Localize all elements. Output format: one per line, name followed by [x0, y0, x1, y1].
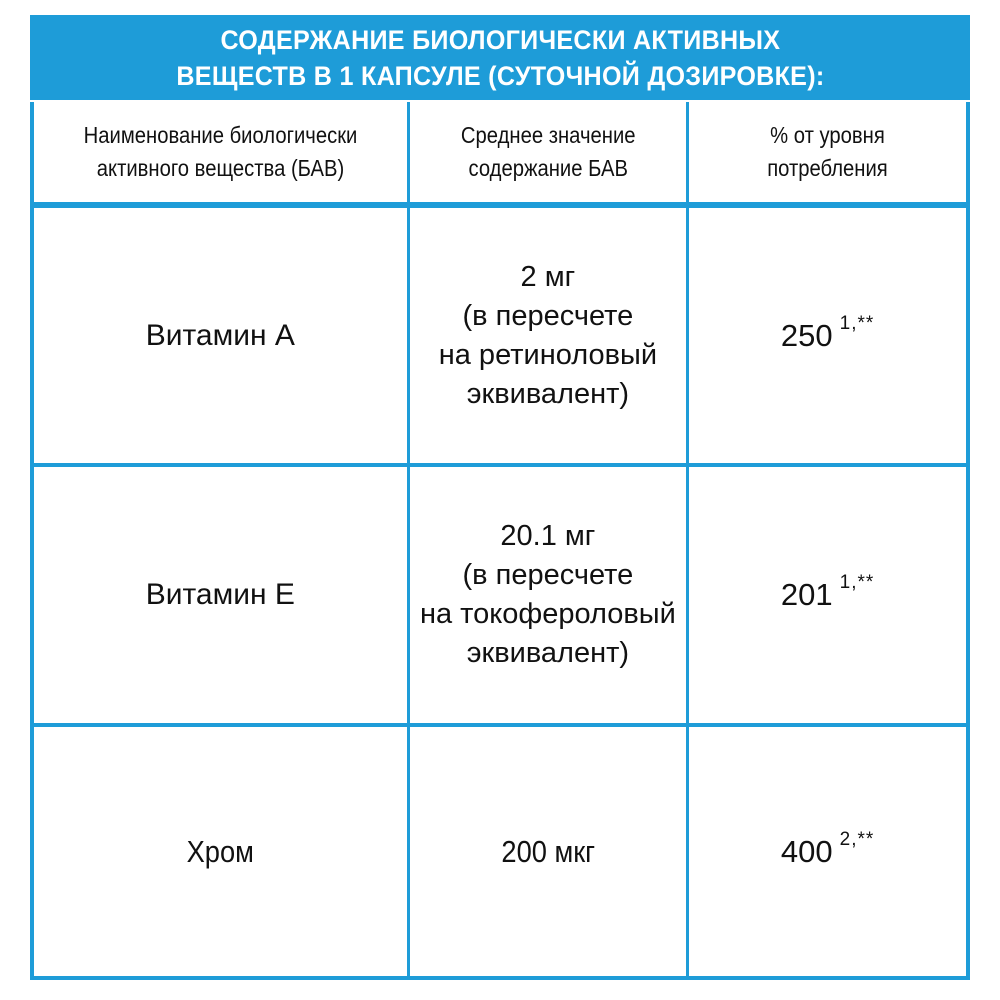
- substance-name-cell: Хром: [34, 727, 410, 976]
- column-header-substance-name: [34, 102, 410, 202]
- panel-title: [176, 22, 824, 94]
- column-header-intake-percent-label: % от уровня потребления: [767, 122, 888, 181]
- panel-title-line2: ВЕЩЕСТВ В 1 КАПСУЛЕ (СУТОЧНОЙ ДОЗИРОВКЕ):: [175, 60, 825, 91]
- title-banner: [30, 15, 970, 100]
- intake-percent-cell: [689, 727, 966, 976]
- table-header-row: [34, 102, 966, 208]
- footnote-marker: 1,**: [839, 572, 875, 593]
- table-row-chromium: [34, 727, 966, 976]
- percent-value: 201: [780, 577, 833, 612]
- content-amount-cell: 200 мкг: [410, 727, 690, 976]
- footnote-marker: 2,**: [839, 828, 875, 850]
- table-row-vitamin-e: [34, 467, 966, 727]
- percent-value: 400: [780, 833, 833, 869]
- table-row-vitamin-a: [34, 208, 966, 467]
- intake-percent-cell: [689, 208, 966, 463]
- nutrition-table: [30, 102, 970, 980]
- intake-percent-cell: [689, 467, 966, 723]
- footnote-marker: 1,**: [839, 312, 875, 334]
- column-header-average-content-label: Среднее значение содержание БАВ: [460, 122, 636, 181]
- column-header-average-content: [410, 102, 690, 202]
- content-amount-cell: 2 мг (в пересчете на ретиноловый эквивалент): [410, 208, 690, 463]
- substance-name-cell: Витамин А: [34, 208, 410, 463]
- substance-name-cell: Витамин Е: [34, 467, 410, 723]
- percent-value: 250: [780, 317, 833, 353]
- panel-title-line1: СОДЕРЖАНИЕ БИОЛОГИЧЕСКИ АКТИВНЫХ: [220, 24, 780, 55]
- column-header-substance-name-label: Наименование биологически активного вещества (БАВ): [83, 122, 358, 181]
- content-amount-cell: 20.1 мг (в пересчете на токофероловый эквивалент): [410, 467, 690, 723]
- column-header-intake-percent: [689, 102, 966, 202]
